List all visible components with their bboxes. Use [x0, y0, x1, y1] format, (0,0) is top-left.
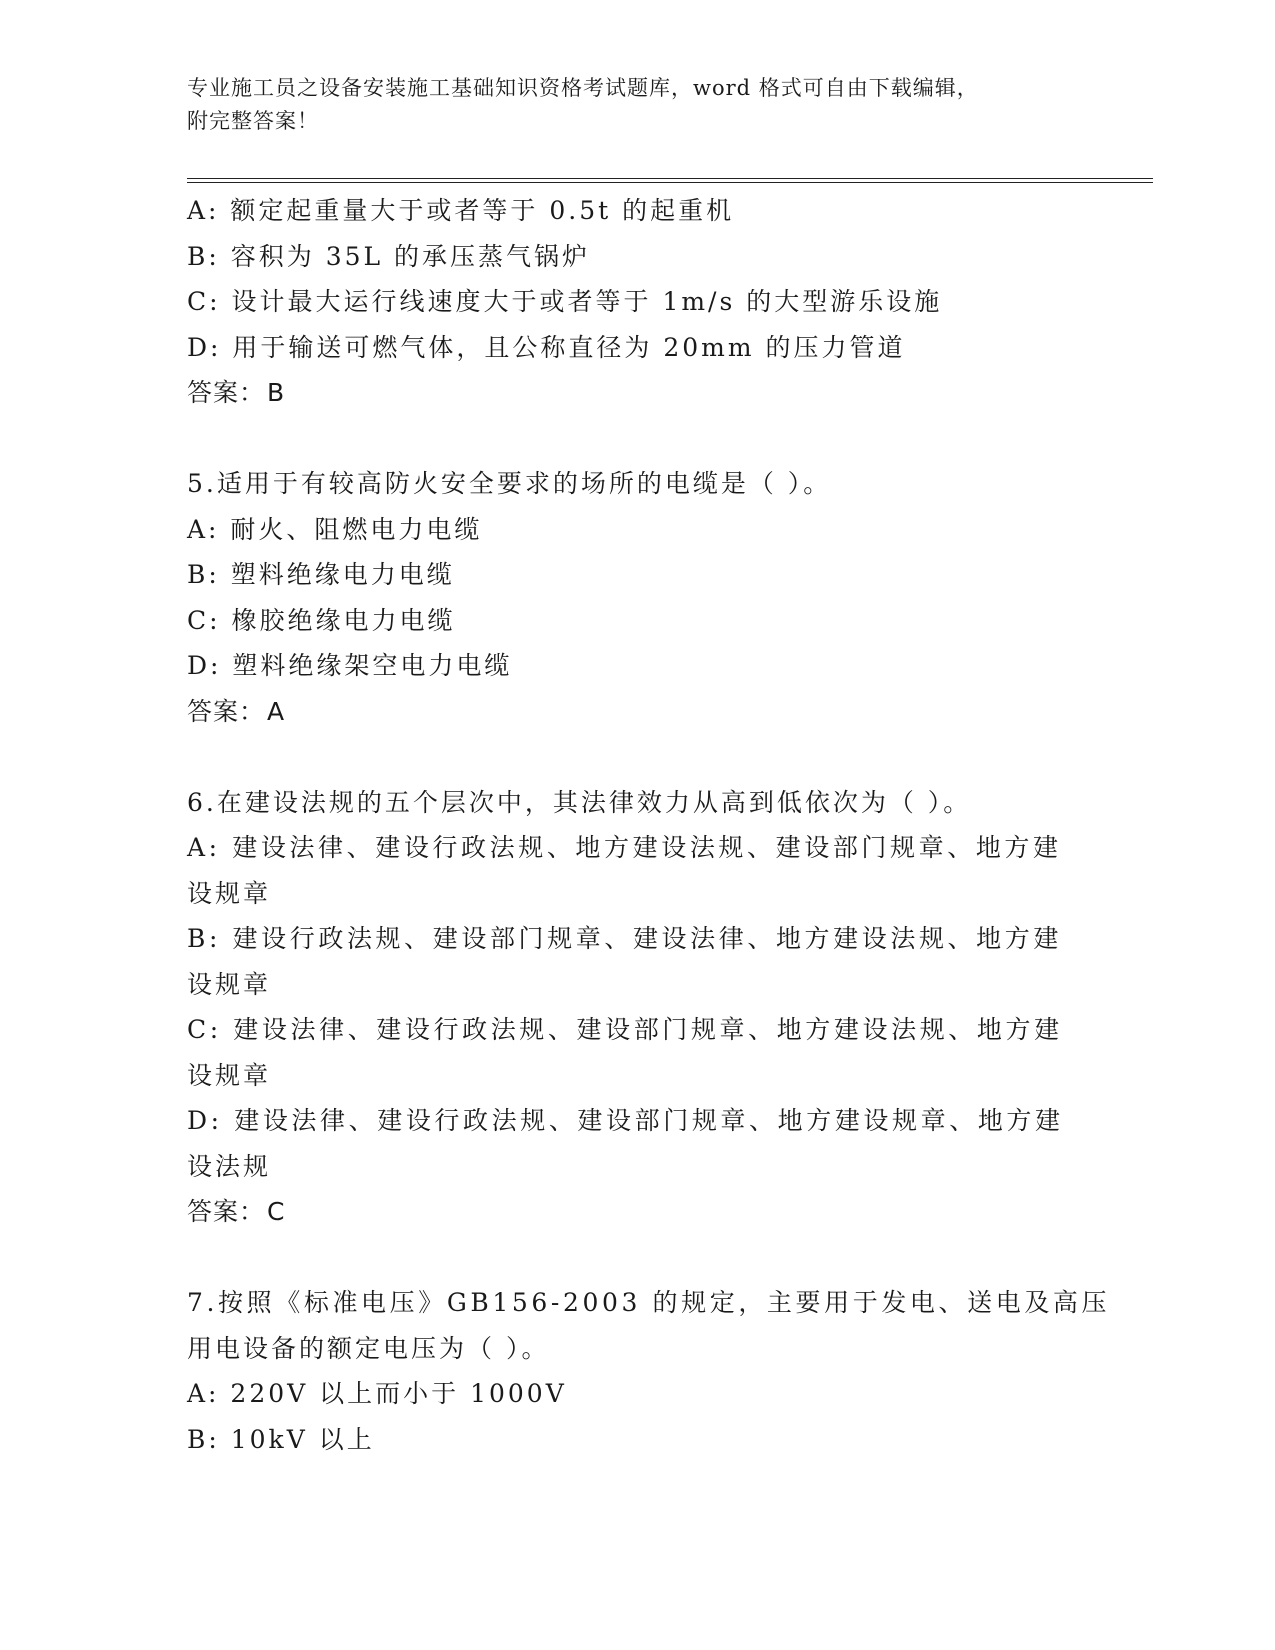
answer-line: [187, 370, 1087, 416]
option-c: C: 设计最大运行线速度大于或者等于 1m/s 的大型游乐设施: [187, 287, 943, 316]
answer-line: [187, 1189, 1087, 1235]
option-c: C: 橡胶绝缘电力电缆: [187, 605, 456, 635]
option-d-line-2: 设法规: [187, 1151, 272, 1181]
header-line-2: 附完整答案！: [187, 109, 319, 133]
question-4: [187, 188, 1087, 416]
option-b: B: 10kV 以上: [187, 1424, 375, 1454]
option-a: A: 220V 以上而小于 1000V: [187, 1379, 567, 1408]
option-d-line-1: D: 建设法律、建设行政法规、建设部门规章、地方建设规章、地方建: [187, 1106, 1064, 1135]
question-6: [187, 780, 1087, 1235]
question-text-line-1: 7.按照《标准电压》GB156-2003 的规定，主要用于发电、送电及高压: [187, 1288, 1111, 1317]
option-c-line-1: C: 建设法律、建设行政法规、建设部门规章、地方建设法规、地方建: [187, 1015, 1063, 1044]
question-text: 6.在建设法规的五个层次中，其法律效力从高到低依次为（ ）。: [187, 787, 972, 817]
answer-value: C: [267, 1197, 286, 1226]
option-c-line-2: 设规章: [187, 1060, 272, 1090]
answer-value: A: [267, 696, 286, 726]
option-a-line-1: A: 建设法律、建设行政法规、地方建设法规、建设部门规章、地方建: [187, 833, 1062, 862]
question-5: [187, 461, 1087, 734]
question-text: 5.适用于有较高防火安全要求的场所的电缆是（ ）。: [187, 469, 832, 498]
option-d: D: 塑料绝缘架空电力电缆: [187, 651, 513, 680]
option-b: B: 塑料绝缘电力电缆: [187, 560, 455, 589]
spacer: [187, 416, 1087, 462]
option-a: A: 耐火、阻燃电力电缆: [187, 514, 483, 544]
option-a: A: 额定起重量大于或者等于 0.5t 的起重机: [187, 196, 735, 225]
answer-line: [187, 689, 1087, 735]
answer-label: 答案：: [187, 696, 266, 726]
header-line-1: 专业施工员之设备安装施工基础知识资格考试题库，word 格式可自由下载编辑，: [187, 76, 979, 100]
spacer: [187, 1235, 1087, 1281]
option-b-line-1: B: 建设行政法规、建设部门规章、建设法律、地方建设法规、地方建: [187, 924, 1062, 953]
option-a-line-2: 设规章: [187, 878, 272, 908]
option-b-line-2: 设规章: [187, 969, 272, 999]
answer-label: 答案：: [187, 378, 266, 407]
question-list: [187, 188, 1111, 1462]
question-7: [187, 1280, 1111, 1462]
answer-value: B: [267, 378, 286, 407]
document-header: [187, 72, 1087, 138]
spacer: [187, 734, 1087, 780]
option-d: D: 用于输送可燃气体，且公称直径为 20mm 的压力管道: [187, 332, 906, 362]
header-divider-top: [187, 178, 1153, 179]
option-b: B: 容积为 35L 的承压蒸气锅炉: [187, 241, 591, 271]
header-divider-bottom: [187, 182, 1153, 183]
question-text-line-2: 用电设备的额定电压为（ ）。: [187, 1333, 550, 1363]
answer-label: 答案：: [187, 1197, 266, 1226]
